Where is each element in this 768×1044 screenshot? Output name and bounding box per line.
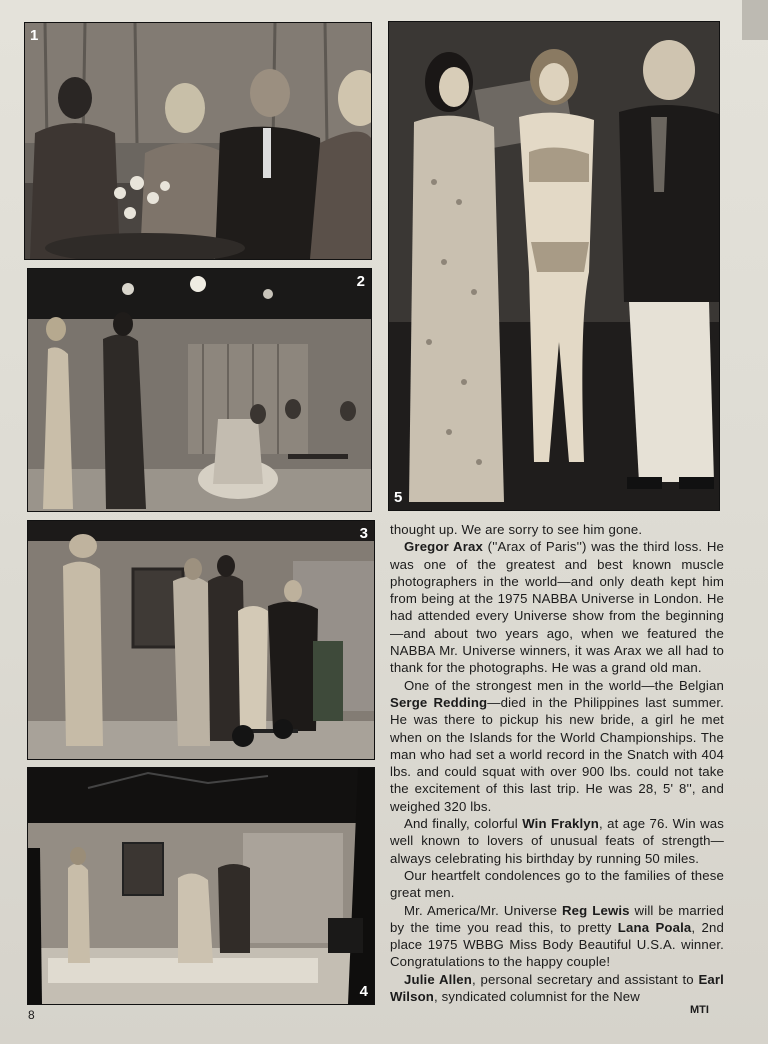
article-text: One of the strongest men in the world—the Belgian <box>404 677 724 693</box>
article-paragraph <box>390 521 724 538</box>
article-paragraph <box>390 902 724 971</box>
article-name-bold: Reg Lewis <box>561 902 630 918</box>
photo-number: 5 <box>394 489 403 506</box>
article-name-bold: Julie Allen <box>404 971 472 987</box>
page-corner-shadow <box>742 0 768 40</box>
article-name-bold: Gregor Arax <box>404 539 483 555</box>
article-text: Mr. America/Mr. Universe <box>404 902 562 918</box>
article-text: , 2nd place 1975 WBBG Miss Body Beautiful U.S.A. winner. Congratulations to the happy couple! <box>390 919 724 970</box>
article-text: And finally, colorful <box>404 816 523 832</box>
photo-2-studio-stage <box>27 268 372 512</box>
article-paragraph <box>390 677 724 815</box>
article-text: (''Arax of Paris'') was the third loss. He was one of the greatest and best known muscle photographers in the world—and only death kept him from being at the 1975 NABBA Universe in London. He had attended every Universe show from the beginning—and about two years ago, when we featured the NABBA Mr. Universe winners, it was Arax we all had to thank for the photographs. He was a grand old man. <box>390 539 725 676</box>
article-text: thought up. We are sorry to see him gone. <box>390 522 643 537</box>
article-text: —died in the Philippines last summer. He was there to pickup his new bride, a girl he met when on the Islands for the World Championships. The man who had set a world record in the Snatch with 404 lbs. and could squat with over 900 lbs. could not take the excitement of this last trip. He was 28, 5' 8'', and weighed 320 lbs. <box>390 694 724 814</box>
page-number: 8 <box>28 1008 35 1022</box>
article-paragraph <box>390 971 724 1006</box>
article-name-bold: Win Fraklyn <box>522 816 599 832</box>
photo-number: 2 <box>356 273 365 290</box>
article-name-bold: Earl Wilson <box>390 971 724 1005</box>
article-name-bold: Lana Poala <box>617 919 692 935</box>
article-text: , personal secretary and assistant to <box>472 971 699 987</box>
photo-4-wide-stage <box>27 767 375 1005</box>
article-paragraph <box>390 867 724 902</box>
article-text: , syndicated columnist for the New <box>434 989 640 1005</box>
photo-number: 4 <box>359 983 368 1000</box>
photo-number: 1 <box>30 27 39 44</box>
photo-5-contest-winners <box>388 21 720 511</box>
photo-3-stage-lineup <box>27 520 375 760</box>
article-text: will be married by the time you read this, to pretty <box>390 902 725 935</box>
article-text: Our heartfelt condolences go to the families of these great men. <box>390 867 724 901</box>
photo-1-talk-show-guests <box>24 22 372 260</box>
article-text: , at age 76. Win was well known to lovers of unusual feats of strength—always celebrating his birthday by running 50 miles. <box>390 816 724 866</box>
article-paragraph <box>390 538 724 676</box>
article-column <box>390 521 724 1005</box>
article-name-bold: Serge Redding <box>390 694 488 710</box>
article-paragraph <box>390 815 724 867</box>
photo-number: 3 <box>359 525 368 542</box>
publisher-mark: MTI <box>690 1004 709 1016</box>
